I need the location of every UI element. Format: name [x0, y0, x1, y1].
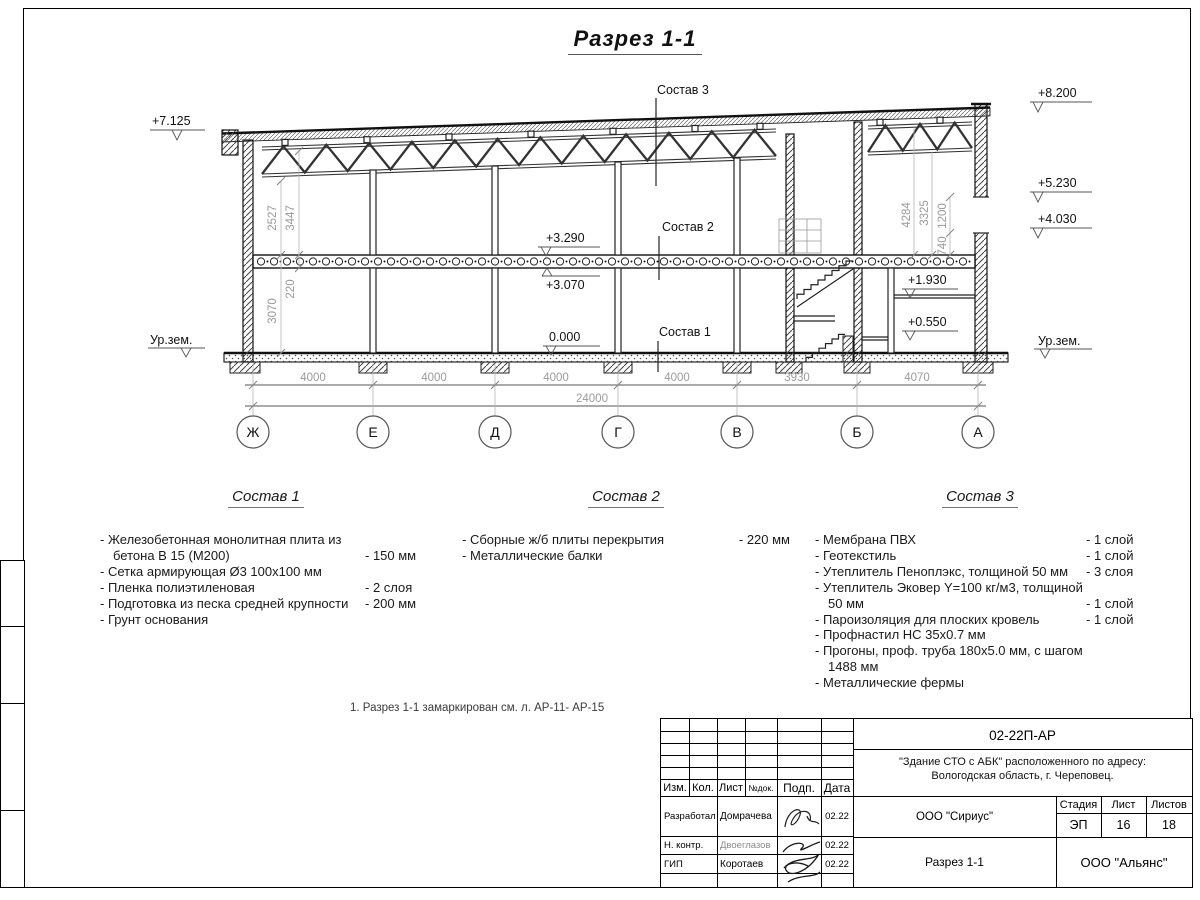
elevation-label: +1.930	[908, 273, 947, 287]
col-kol: Кол.	[692, 781, 714, 794]
signer-date: 02.22	[825, 859, 849, 870]
title-block	[660, 718, 1193, 888]
spec-title: Состав 1	[100, 488, 432, 506]
hdim-label: 4000	[543, 372, 569, 384]
elevation-label: 0.000	[549, 330, 581, 344]
signer-name: Коротаев	[720, 859, 764, 870]
sheets-value: 18	[1162, 818, 1176, 832]
vertical-dims-right	[901, 128, 954, 259]
elevation-label: +7.125	[152, 114, 191, 128]
stage-label: Стадия	[1059, 798, 1098, 811]
org-contractor: ООО "Альянс"	[1080, 854, 1168, 870]
signature	[778, 838, 823, 886]
col-list: Лист	[719, 781, 743, 794]
signer-date: 02.22	[825, 840, 849, 851]
elevation-label: +3.290	[546, 231, 585, 245]
right-wall-window	[974, 197, 988, 233]
note-text: 1. Разрез 1-1 замаркирован см. л. АР-11- АР-15	[350, 702, 605, 714]
spec-title: Состав 3	[815, 488, 1145, 506]
signer-date: 02.22	[825, 810, 849, 822]
drawing-name: Разрез 1-1	[925, 855, 984, 869]
vdim-label: 3447	[285, 205, 297, 231]
vdim-label: 2527	[267, 205, 279, 231]
axis-label: Е	[368, 424, 378, 440]
vdim-label: 740	[937, 236, 949, 256]
left-parapet	[222, 130, 238, 155]
spec-item-value: - 1 слой	[1086, 595, 1134, 611]
spec-item-value: - 150 мм	[365, 548, 417, 564]
spec-item-name: - Сетка армирующая Ø3 100х100 мм	[100, 564, 322, 580]
hdim-label: 4000	[664, 372, 690, 384]
col-ndok: №док.	[748, 782, 774, 793]
col-data: Дата	[823, 780, 851, 795]
spec-item-name: - Профнастил НС 35х0.7 мм	[815, 627, 986, 643]
elevation-label: +4.030	[1038, 212, 1077, 226]
spec-item-name: - Мембрана ПВХ	[815, 532, 916, 548]
elevation-label: +8.200	[1038, 86, 1077, 100]
signer-name: Двоеглазов	[720, 840, 771, 851]
spec-item-name: - Металлические балки	[462, 548, 603, 564]
signer-role: ГИП	[664, 859, 683, 870]
hdim-label: 3930	[784, 372, 810, 384]
org-designer: ООО "Сириус"	[915, 810, 994, 823]
spec-block-sostav3	[815, 488, 1145, 691]
spec-item-value: - 2 слоя	[365, 579, 413, 595]
callout-label: Состав 3	[657, 83, 709, 97]
spec-block-sostav1	[100, 488, 432, 627]
spec-block-sostav2	[462, 488, 790, 564]
elevation-label: +0.550	[908, 315, 947, 329]
signature	[779, 799, 821, 835]
total-dim-label: 24000	[576, 393, 608, 405]
filing-box	[0, 703, 25, 812]
col-podp: Подп.	[783, 780, 815, 795]
hdim-label: 4000	[421, 372, 447, 384]
doc-number: 02-22П-АР	[989, 727, 1056, 743]
signer-role: Н. контр.	[664, 840, 704, 851]
filing-box	[0, 810, 25, 888]
spec-item-name: - Пароизоляция для плоских кровель	[815, 611, 1040, 627]
stage-value: ЭП	[1069, 818, 1088, 832]
sheet-label: Лист	[1111, 798, 1136, 811]
spec-item-name: - Подготовка из песка средней крупности	[100, 595, 349, 611]
stair-wall-axis-b	[854, 122, 862, 362]
spec-item-name: - Геотекстиль	[815, 548, 897, 564]
spec-item-value: - 1 слой	[1086, 611, 1134, 627]
spec-item-name: - Пленка полиэтиленовая	[100, 579, 255, 595]
filing-box	[0, 560, 25, 628]
ground-slab	[224, 353, 1008, 362]
axis-label: А	[973, 424, 983, 440]
elevation-label: +5.230	[1038, 176, 1077, 190]
spec-item-name: - Грунт основания	[100, 611, 209, 627]
elevation-label: Ур.зем.	[1038, 334, 1081, 348]
signer-name: Домрачева	[720, 810, 772, 822]
spec-item-name: - Утеплитель Эковер Y=100 кг/м3, толщиной 50 мм	[815, 579, 1083, 611]
hdim-label: 4000	[300, 372, 326, 384]
spec-item-name: - Прогоны, проф. труба 180х5.0 мм, с шагом 1488 мм	[815, 643, 1083, 675]
spec-item-value: - 200 мм	[365, 595, 417, 611]
sheets-label: Листов	[1151, 798, 1187, 811]
spec-item-name: - Утеплитель Пеноплэкс, толщиной 50 мм	[815, 564, 1069, 580]
axis-label: Б	[852, 424, 862, 440]
spec-item-name: - Металлические фермы	[815, 675, 964, 691]
vdim-label: 3070	[267, 298, 279, 324]
axis-bubbles	[237, 416, 994, 448]
left-wall	[243, 140, 253, 362]
hdim-label: 4070	[904, 372, 930, 384]
filing-box	[0, 626, 25, 705]
callout-label: Состав 1	[659, 325, 711, 339]
spec-item-value: - 3 слоя	[1086, 564, 1134, 580]
spec-title: Состав 2	[462, 488, 790, 506]
axis-label: В	[732, 424, 742, 440]
project-name: "Здание СТО с АБК" расположенного по адресу: Вологодская область, г. Череповец.	[898, 756, 1147, 782]
sheet-value: 16	[1116, 818, 1131, 832]
elevation-label: +3.070	[546, 278, 585, 292]
page-title: Разрез 1-1	[490, 26, 780, 52]
vdim-label: 1200	[937, 203, 949, 229]
col-izm: Изм.	[663, 781, 687, 794]
callout-label: Состав 2	[662, 220, 714, 234]
axis-label: Д	[490, 424, 500, 440]
spec-item-value: - 1 слой	[1086, 532, 1134, 548]
roof-band	[222, 108, 990, 142]
spec-item-value: - 220 мм	[738, 532, 790, 548]
spec-item-value: - 1 слой	[1086, 548, 1134, 564]
vdim-label: 220	[285, 279, 297, 299]
axis-label: Ж	[246, 424, 260, 440]
vdim-label: 4284	[901, 202, 913, 228]
vdim-label: 3325	[919, 200, 931, 226]
elevation-label: Ур.зем.	[150, 333, 193, 347]
spec-item-name: - Сборные ж/б плиты перекрытия	[462, 532, 665, 548]
spec-item-name: - Железобетонная монолитная плита из бетона В 15 (М200)	[100, 532, 342, 564]
axis-label: Г	[614, 424, 622, 440]
signer-role: Разработал	[664, 810, 716, 822]
vertical-dims-left	[267, 147, 303, 357]
roof-truss	[868, 122, 972, 155]
footings	[230, 362, 993, 373]
